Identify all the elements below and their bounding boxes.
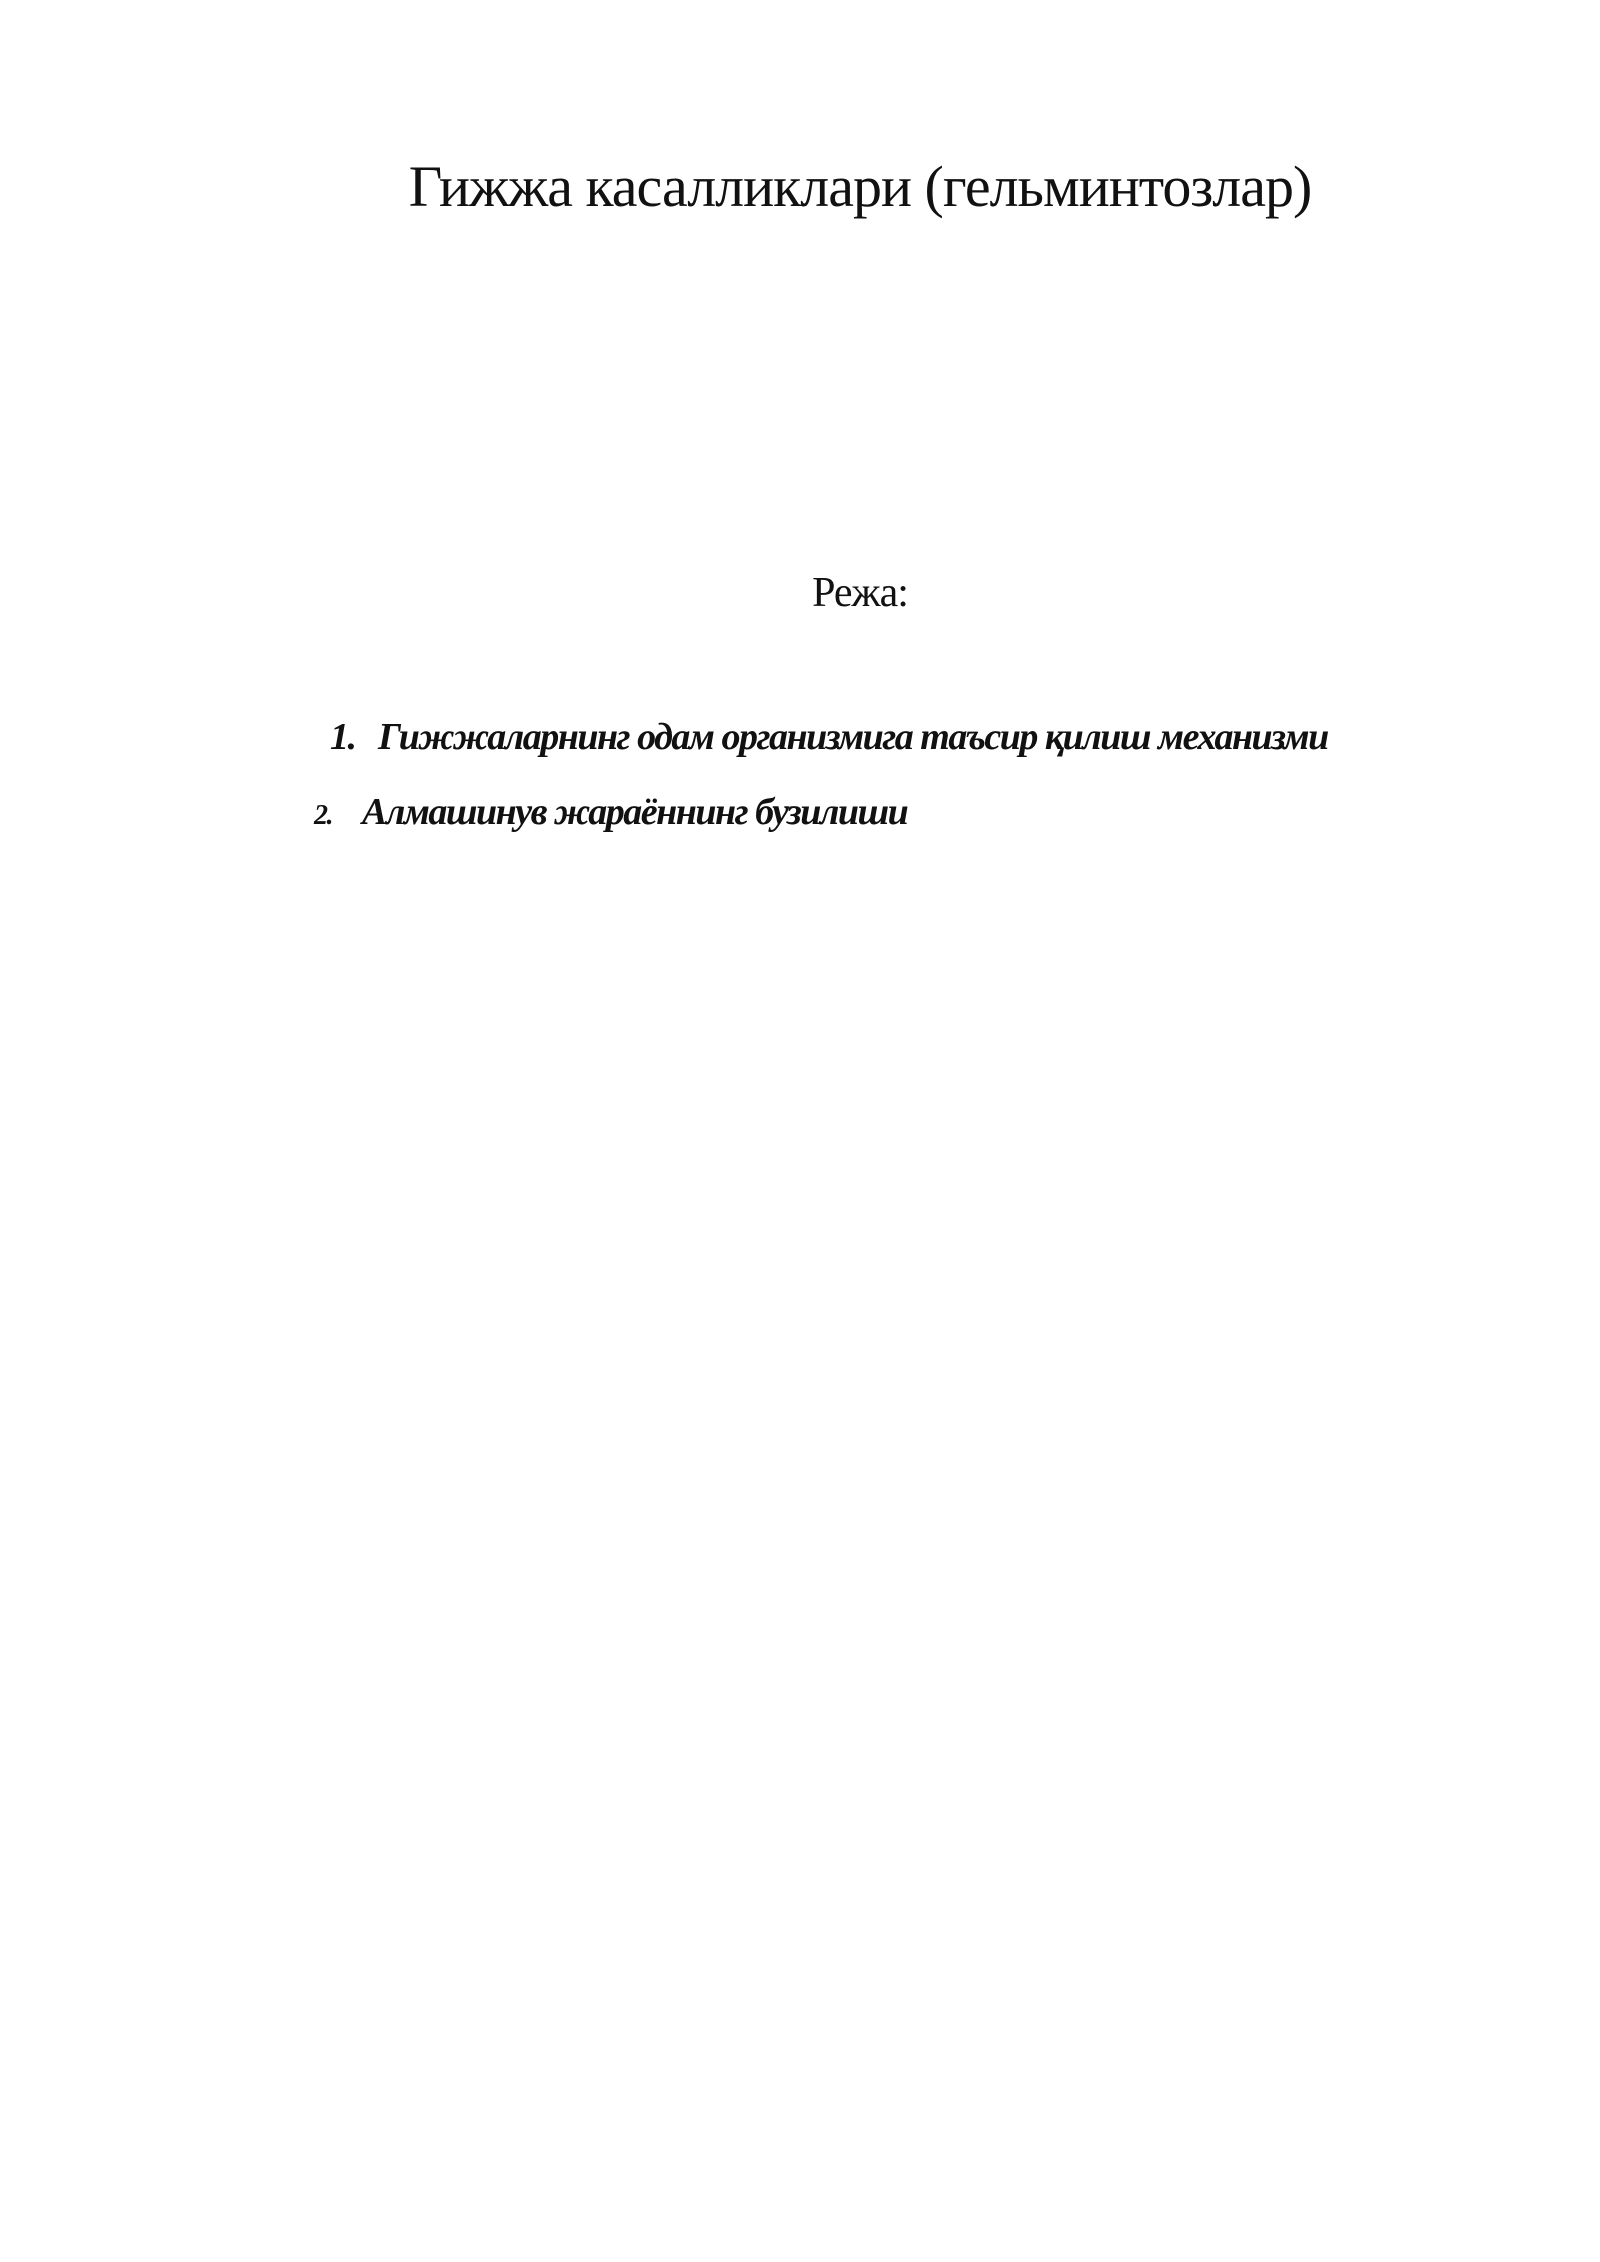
plan-item-number: 1.	[330, 716, 356, 758]
document-title: Гижжа касалликлари (гельминтозлар)	[408, 154, 1312, 219]
plan-item	[330, 715, 1328, 761]
plan-item-text: Гижжаларнинг одам организмига таъсир қилиш механизми	[378, 716, 1328, 758]
plan-item-text: Алмашинув жараённинг бузилиши	[362, 791, 908, 833]
plan-item	[314, 790, 907, 836]
plan-item-number: 2.	[314, 800, 332, 831]
plan-heading: Режа:	[812, 570, 908, 616]
